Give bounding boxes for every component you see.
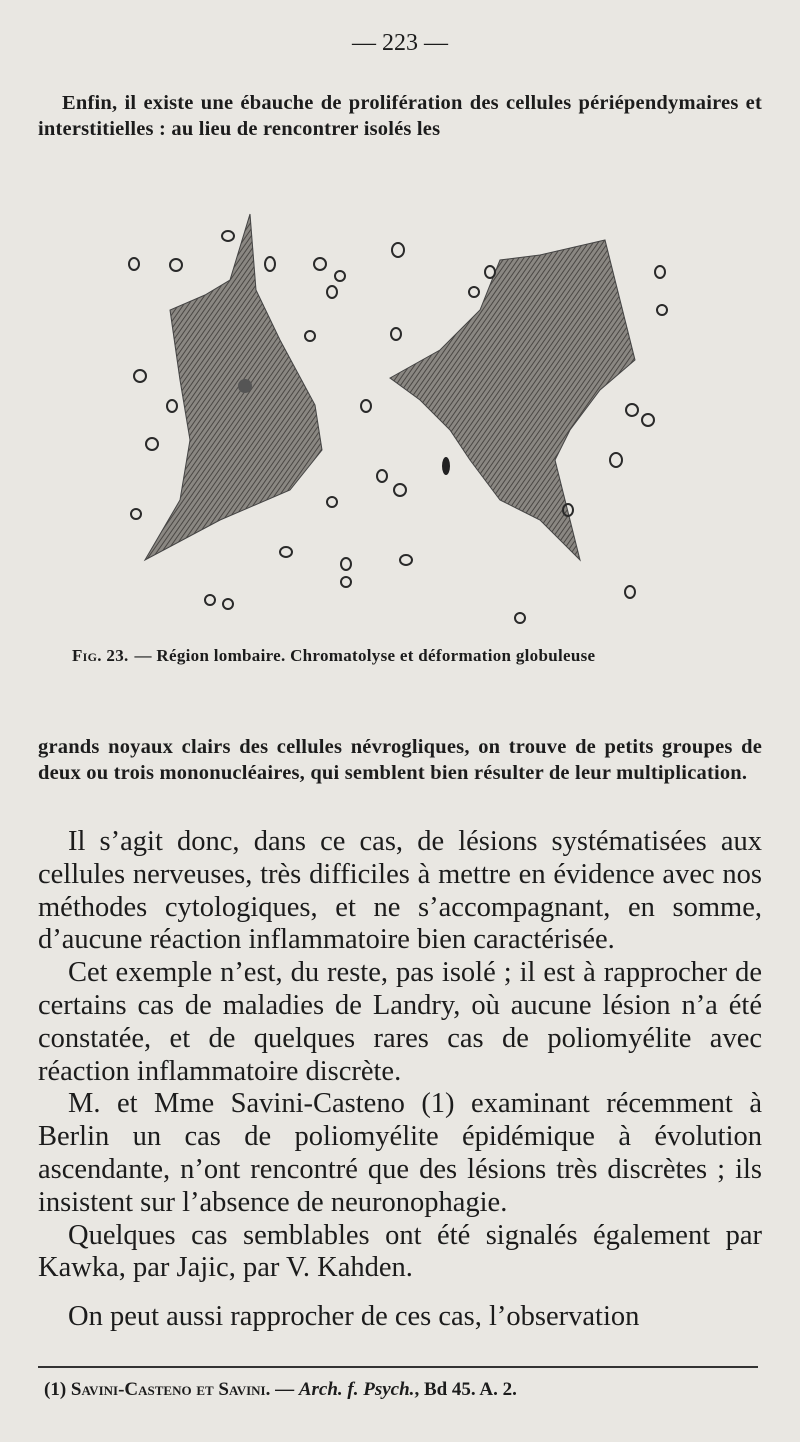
body-paragraph-5: On peut aussi rapprocher de ces cas, l’observation (68, 1301, 640, 1333)
page-number: — 223 — (352, 30, 448, 56)
footnote-authors: Savini-Casteno et Savini. (70, 1379, 271, 1400)
figure-caption (72, 646, 762, 666)
footnote (44, 1379, 760, 1401)
footnote-marker: (1) (44, 1379, 67, 1400)
body-text (38, 826, 762, 1334)
intro-text: Enfin, il existe une ébauche de prolifération des cellules périépendymaires et interstitielles : au lieu de rencontrer isolés les (38, 92, 762, 140)
neuron-drawing (100, 200, 700, 630)
left-neuron-cell (145, 214, 322, 560)
figure-label: Fig. 23. (72, 646, 129, 665)
caption-text: — Région lombaire. Chromatolyse et déformation globuleuse (134, 646, 596, 665)
body-paragraph-1: Il s’agit donc, dans ce cas, de lésions systématisées aux cellules nerveuses, très difficiles à mettre en évidence avec nos méthodes cytologiques, et ne s’accompagnant, en somme, d’aucune réaction inflammatoire bien caractérisée. (38, 826, 762, 956)
body-paragraph-4: Quelques cas semblables ont été signalés également par Kawka, par Jajic, par V. Kahden. (38, 1219, 762, 1284)
footnote-ref: , Bd 45. A. 2. (414, 1379, 517, 1400)
right-neuron-cell (390, 240, 635, 560)
footnote-dash: — (275, 1379, 295, 1400)
intro-paragraph (38, 90, 762, 142)
footnote-journal: Arch. f. Psych. (298, 1379, 415, 1400)
footnote-divider (38, 1366, 758, 1368)
continuation-paragraph: grands noyaux clairs des cellules névrogliques, on trouve de petits groupes de deux ou trois mononucléaires, qui semblent bien résulter de leur multiplication. (38, 736, 762, 784)
body-paragraph-3: M. et Mme Savini-Casteno (1) examinant récemment à Berlin un cas de poliomyélite épidémique à évolution ascendante, n’ont rencontré que des lésions très discrètes ; ils insistent sur l’absence de neuronophagie. (38, 1088, 762, 1218)
body-paragraph-2: Cet exemple n’est, du reste, pas isolé ; il est à rapprocher de certains cas de maladies de Landry, où aucune lésion n’a été constatée, et de quelques rares cas de poliomyélite avec réaction inflammatoire discrète. (38, 957, 762, 1087)
figure-illustration (100, 200, 700, 630)
